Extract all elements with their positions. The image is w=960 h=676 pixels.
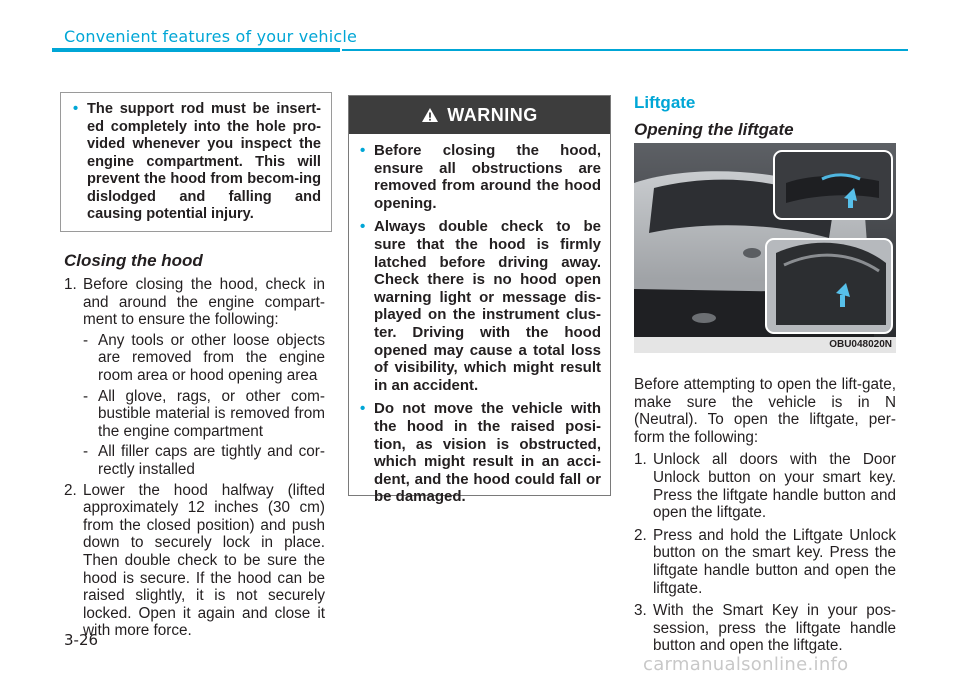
step-text: Press and hold the Liftgate Unlock button on the smart key. Press the liftgate handle button and open the liftgate. <box>653 526 896 597</box>
watermark: carmanualsonline.info <box>643 654 849 675</box>
sub-item <box>64 388 325 441</box>
warning-text: Do not move the vehicle with the hood in the raised posi-tion, as vision is obstructed, which might result in an acci-dent, and the hood could fall or be damaged. <box>374 400 601 506</box>
step-number: 3. <box>634 602 647 620</box>
liftgate-illustration <box>634 143 896 337</box>
bullet-dot-icon: • <box>360 142 366 159</box>
step-text: Before closing the hood, check in and around the engine compart-ment to ensure the following: <box>83 276 325 329</box>
caution-text: The support rod must be insert-ed completely into the hole pro-vided whenever you inspect the engine compartment. This will prevent the hood from becom-ing dislodged and falling and causing potential injury. <box>87 101 321 222</box>
warning-box <box>348 95 611 506</box>
section-header-title: Convenient features of your vehicle <box>64 27 358 46</box>
warning-header <box>349 96 610 134</box>
step-number: 1. <box>634 451 647 469</box>
bullet-dot-icon: • <box>360 218 366 236</box>
step-number: 2. <box>64 481 77 499</box>
caution-item <box>73 101 321 224</box>
caution-box <box>60 92 332 232</box>
liftgate-body <box>634 376 896 655</box>
sub-item-text: Any tools or other loose objects are removed from the engine room area or hood opening area <box>98 331 325 384</box>
warning-text: Always double check to be sure that the hood is firmly latched before driving away. Check there is no hood open warning light or message dis-played on the instrument clus-ter. Driving with the hood opened may cause a total loss of visibility, which might result in an accident. <box>374 218 601 394</box>
bullet-dot-icon: • <box>360 400 366 418</box>
step-number: 1. <box>64 276 77 293</box>
closing-hood-title: Closing the hood <box>64 251 203 270</box>
image-code: OBU048020N <box>634 337 896 353</box>
step-item <box>634 602 896 655</box>
dash-marker: - <box>83 387 89 405</box>
step-text: Lower the hood halfway (lifted approximately 12 inches (30 cm) from the closed position) and push down to securely lock in place. Then double check to be sure the hood is secure. If the hood can be raised slightly, it is not securely locked. Open it again and close it with more force. <box>83 481 325 640</box>
step-number: 2. <box>634 526 647 544</box>
liftgate-intro: Before attempting to open the lift-gate, make sure the vehicle is in N (Neutral). To open the liftgate, per-form the following: <box>634 376 896 446</box>
sub-item <box>64 443 325 478</box>
warning-body <box>349 134 610 506</box>
sub-item <box>64 332 325 385</box>
warning-triangle-icon <box>421 107 439 123</box>
liftgate-photo <box>634 143 896 337</box>
sub-item-text: All filler caps are tightly and cor-rectly installed <box>98 443 325 478</box>
step-item <box>634 451 896 521</box>
dash-marker: - <box>83 443 89 461</box>
closing-hood-body <box>64 276 325 640</box>
header-rule-thick <box>52 48 340 52</box>
step-text: With the Smart Key in your pos-session, press the liftgate handle button and open the liftgate. <box>653 602 896 655</box>
sub-item-text: All glove, rags, or other com-bustible material is removed from the engine compartment <box>98 387 325 440</box>
warning-item <box>360 218 601 394</box>
header-rule-thin <box>342 49 908 51</box>
step-item <box>634 527 896 597</box>
warning-title: WARNING <box>447 104 538 125</box>
warning-item <box>360 400 601 506</box>
opening-liftgate-title: Opening the liftgate <box>634 120 794 139</box>
step-text: Unlock all doors with the Door Unlock button on your smart key. Press the liftgate handle button and open the liftgate. <box>653 451 896 522</box>
step-item <box>64 482 325 640</box>
warning-text: Before closing the hood, ensure all obstructions are removed from around the hood opening. <box>374 142 601 212</box>
bullet-dot-icon: • <box>73 101 79 117</box>
page-number: 3-26 <box>64 631 99 649</box>
warning-item <box>360 142 601 212</box>
liftgate-title: Liftgate <box>634 93 696 112</box>
dash-marker: - <box>83 331 89 349</box>
step-item <box>64 276 325 329</box>
